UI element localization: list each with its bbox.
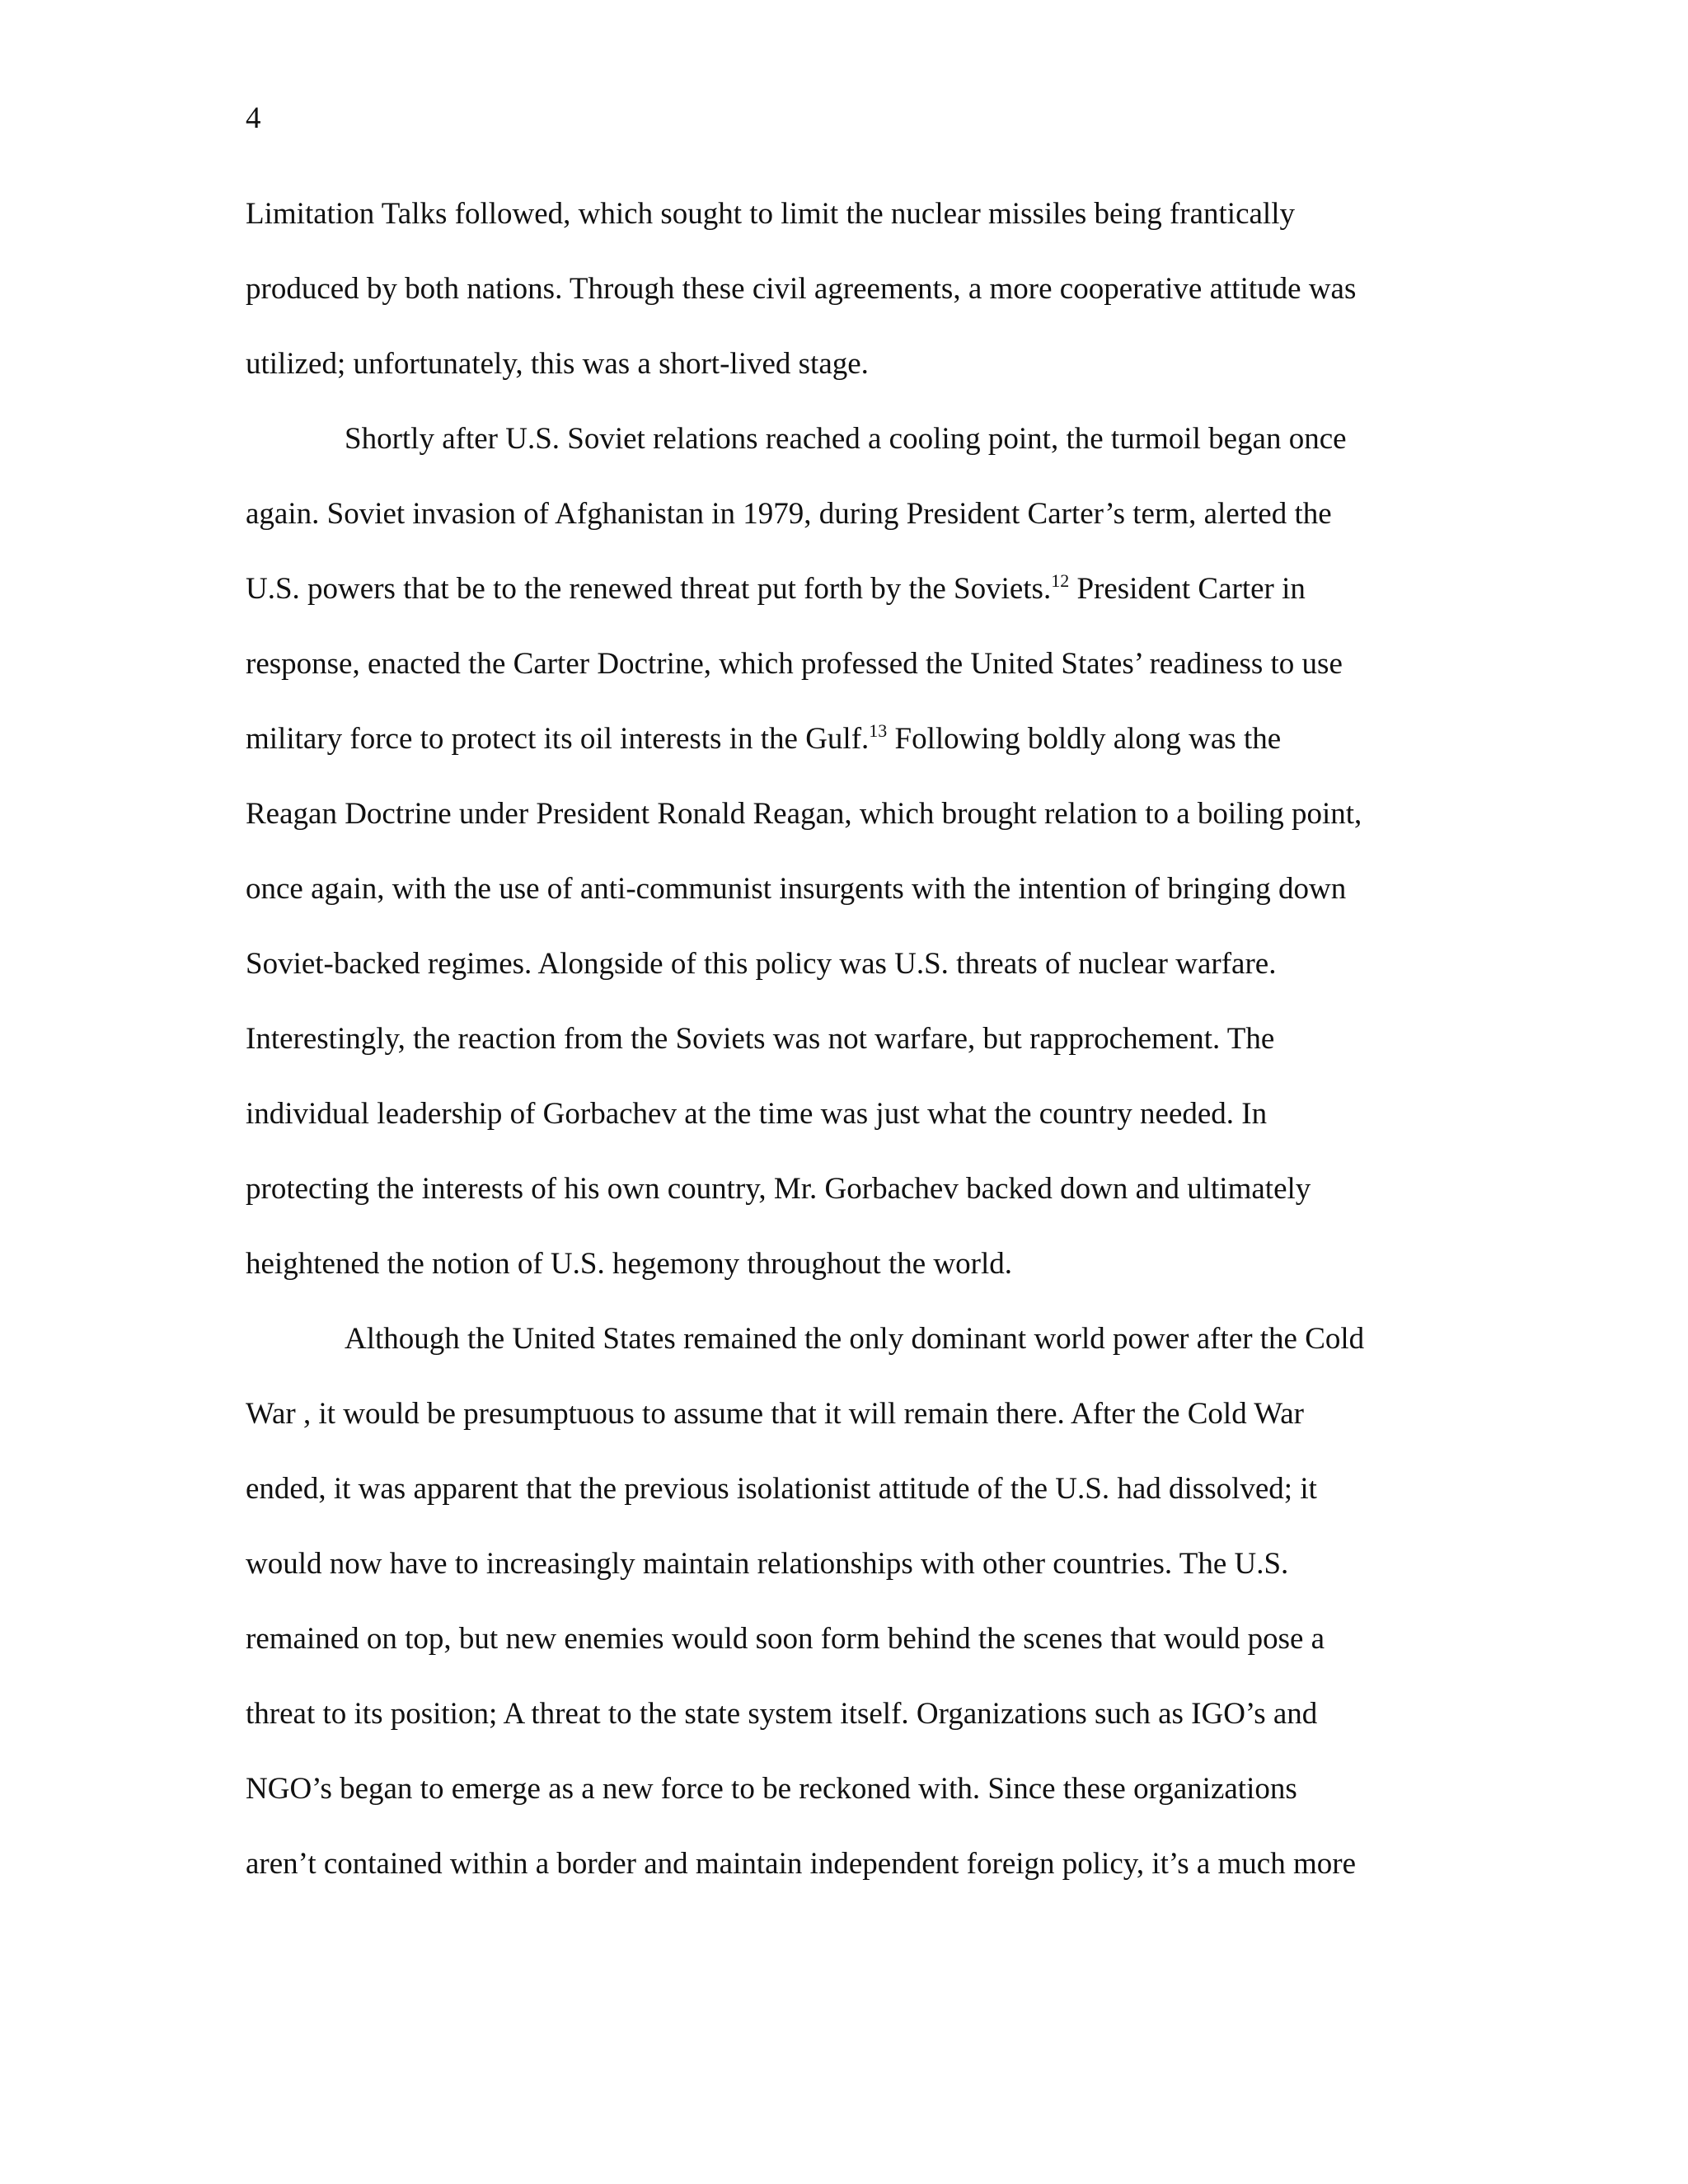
text-line: produced by both nations. Through these civil agreements, a more cooperative attitude was xyxy=(246,272,1357,306)
text-line: protecting the interests of his own country, Mr. Gorbachev backed down and ultimately xyxy=(246,1172,1311,1206)
text-line: Interestingly, the reaction from the Soviets was not warfare, but rapprochement. The xyxy=(246,1022,1275,1056)
line-text: Following boldly along was the xyxy=(887,722,1282,756)
text-line: individual leadership of Gorbachev at the time was just what the country needed. In xyxy=(246,1097,1268,1131)
paragraph-first-line: Although the United States remained the only dominant world power after the Cold xyxy=(345,1322,1365,1356)
paragraph-first-line: Shortly after U.S. Soviet relations reached a cooling point, the turmoil began once xyxy=(345,422,1347,456)
text-line: once again, with the use of anti-communist insurgents with the intention of bringing down xyxy=(246,872,1347,906)
line-text: President Carter in xyxy=(1069,572,1306,606)
text-line: Reagan Doctrine under President Ronald Reagan, which brought relation to a boiling point, xyxy=(246,797,1362,831)
text-line-with-footnote xyxy=(246,571,1306,607)
text-line: Soviet-backed regimes. Alongside of this policy was U.S. threats of nuclear warfare. xyxy=(246,947,1277,981)
text-line: again. Soviet invasion of Afghanistan in 1979, during President Carter’s term, alerted the xyxy=(246,497,1332,531)
line-text: military force to protect its oil interests in the Gulf. xyxy=(246,722,870,756)
text-line: NGO’s began to emerge as a new force to be reckoned with. Since these organizations xyxy=(246,1772,1297,1806)
text-line: would now have to increasingly maintain relationships with other countries. The U.S. xyxy=(246,1547,1289,1581)
text-line: ended, it was apparent that the previous isolationist attitude of the U.S. had dissolved; it xyxy=(246,1472,1317,1506)
text-line: response, enacted the Carter Doctrine, which professed the United States’ readiness to use xyxy=(246,647,1343,681)
text-line: aren’t contained within a border and maintain independent foreign policy, it’s a much more xyxy=(246,1847,1356,1881)
text-line: threat to its position; A threat to the state system itself. Organizations such as IGO’s and xyxy=(246,1697,1318,1731)
page-number: 4 xyxy=(246,101,261,135)
text-line: War , it would be presumptuous to assume that it will remain there. After the Cold War xyxy=(246,1397,1304,1431)
footnote-reference: 12 xyxy=(1051,570,1070,591)
text-line: remained on top, but new enemies would soon form behind the scenes that would pose a xyxy=(246,1622,1325,1656)
text-line-with-footnote xyxy=(246,721,1281,757)
text-line: heightened the notion of U.S. hegemony throughout the world. xyxy=(246,1247,1012,1281)
text-line: Limitation Talks followed, which sought to limit the nuclear missiles being frantically xyxy=(246,197,1295,231)
line-text: U.S. powers that be to the renewed threat put forth by the Soviets. xyxy=(246,572,1052,606)
text-line: utilized; unfortunately, this was a short-lived stage. xyxy=(246,347,869,381)
footnote-reference: 13 xyxy=(869,720,888,741)
